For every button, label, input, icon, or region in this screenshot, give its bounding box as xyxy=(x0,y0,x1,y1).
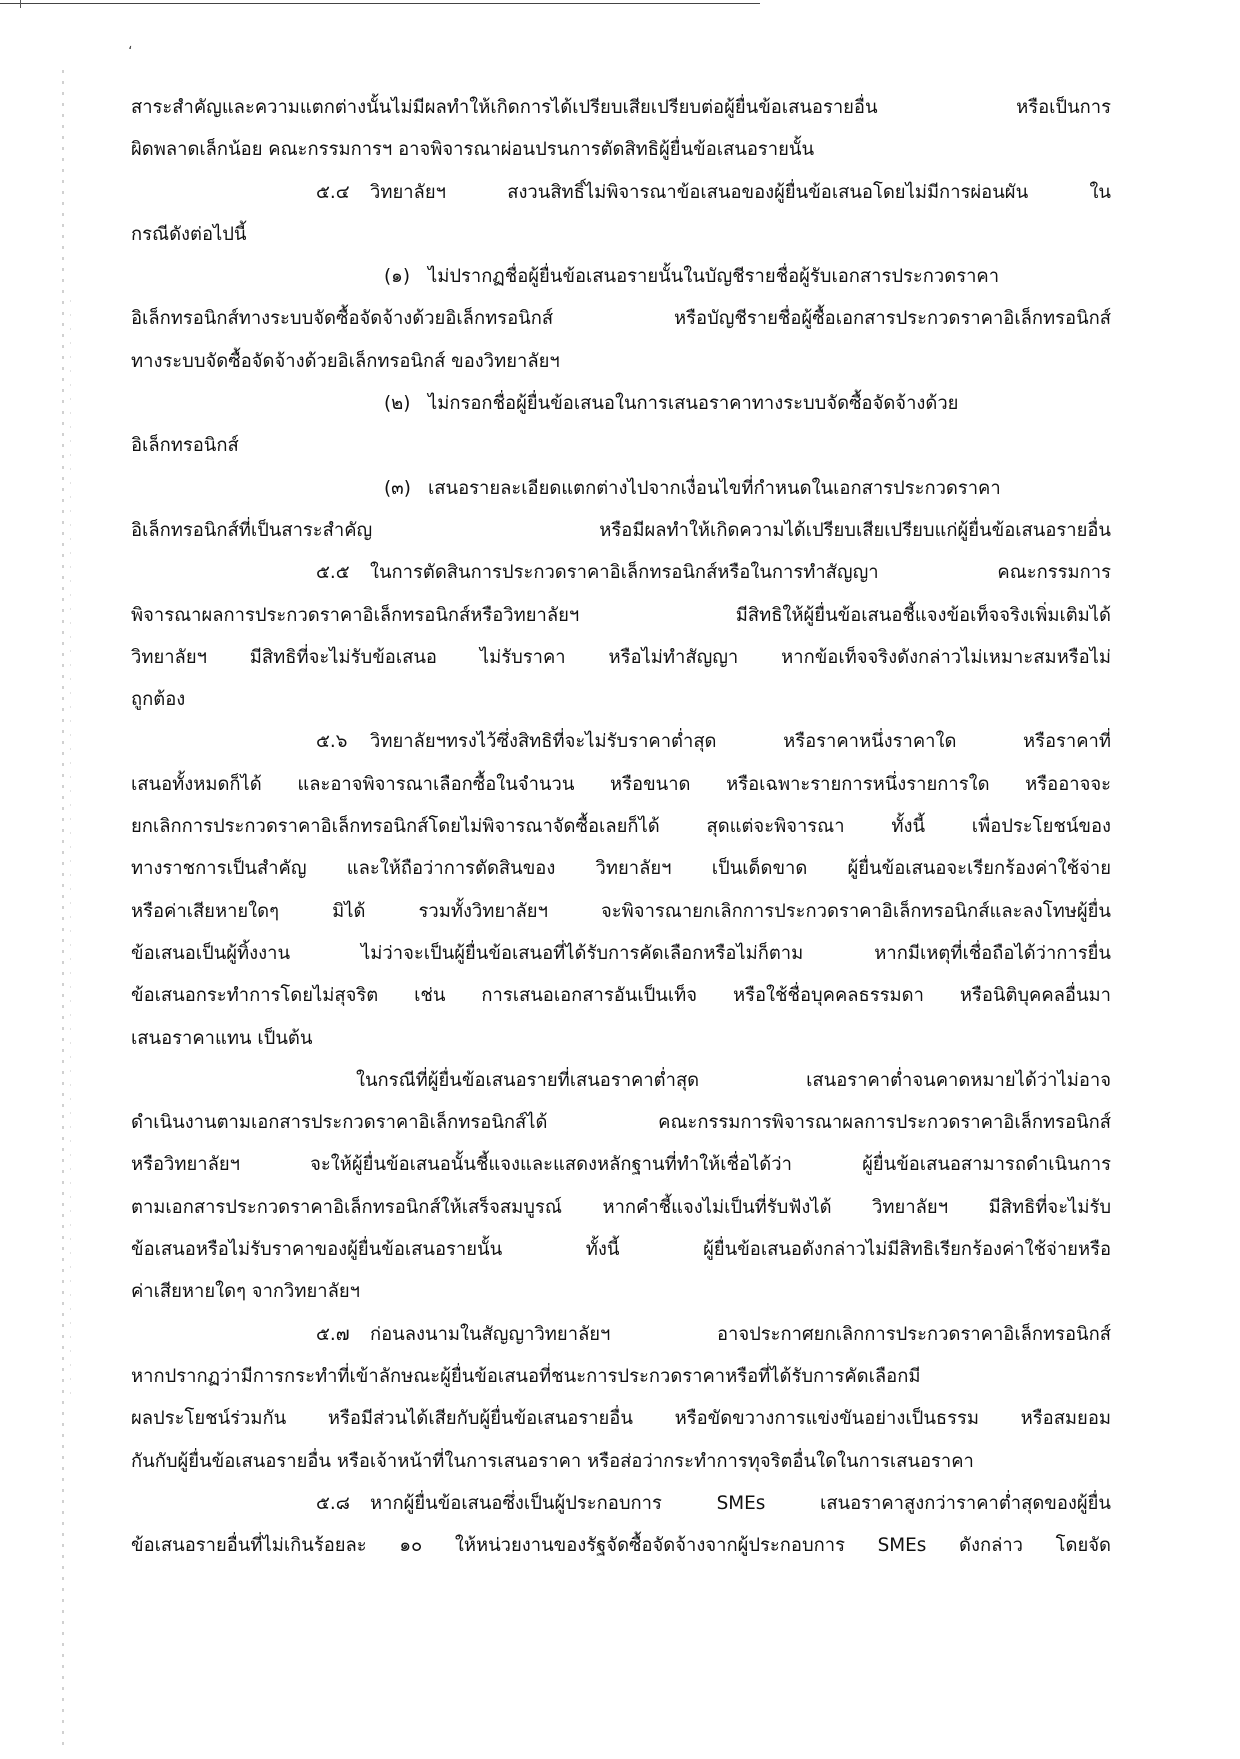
section-number: ๕.๔ xyxy=(316,181,350,203)
text-line: หรือวิทยาลัยฯ จะให้ผู้ยื่นข้อเสนอนั้นชี้แจงและแสดงหลักฐานที่ทำให้เชื่อได้ว่า ผู้ยื่นข้อเสนอสามารถดำเนินการ xyxy=(131,1154,1111,1176)
text-line: หากผู้ยื่นข้อเสนอซึ่งเป็นผู้ประกอบการ SMEs เสนอราคาสูงกว่าราคาต่ำสุดของผู้ยื่น xyxy=(370,1492,1111,1514)
item-number: (๓) xyxy=(384,477,411,499)
text-line: กรณีดังต่อไปนี้ xyxy=(131,223,247,245)
text-line: ไม่ปรากฏชื่อผู้ยื่นข้อเสนอรายนั้นในบัญชีรายชื่อผู้รับเอกสารประกวดราคา xyxy=(428,266,1000,288)
text-line: ก่อนลงนามในสัญญาวิทยาลัยฯ อาจประกาศยกเลิกการประกวดราคาอิเล็กทรอนิกส์ xyxy=(370,1323,1111,1345)
text-line: ยกเลิกการประกวดราคาอิเล็กทรอนิกส์โดยไม่พิจารณาจัดซื้อเลยก็ได้ สุดแต่จะพิจารณา ทั้งนี้ เพื่อประโยชน์ของ xyxy=(131,816,1111,838)
document-body xyxy=(131,87,1111,1567)
text-line: ดำเนินงานตามเอกสารประกวดราคาอิเล็กทรอนิกส์ได้ คณะกรรมการพิจารณาผลการประกวดราคาอิเล็กทรอนิกส์ xyxy=(131,1112,1111,1134)
scan-top-rule xyxy=(0,3,760,4)
section-5-5 xyxy=(131,552,1111,594)
text-line: สาระสำคัญและความแตกต่างนั้นไม่มีผลทำให้เกิดการได้เปรียบเสียเปรียบต่อผู้ยื่นข้อเสนอรายอื่น หรือเป็นการ xyxy=(131,97,1111,118)
section-number: ๕.๖ xyxy=(316,731,348,753)
text-line: กันกับผู้ยื่นข้อเสนอรายอื่น หรือเจ้าหน้าที่ในการเสนอราคา หรือส่อว่ากระทำการทุจริตอื่นใดในการเสนอราคา xyxy=(131,1450,974,1472)
section-number: ๕.๗ xyxy=(316,1323,350,1345)
scan-top-tick xyxy=(20,0,21,8)
text-line: พิจารณาผลการประกวดราคาอิเล็กทรอนิกส์หรือวิทยาลัยฯ มีสิทธิให้ผู้ยื่นข้อเสนอชี้แจงข้อเท็จจริงเพิ่มเติมได้ xyxy=(131,604,1111,626)
text-line: ตามเอกสารประกวดราคาอิเล็กทรอนิกส์ให้เสร็จสมบูรณ์ หากคำชี้แจงไม่เป็นที่รับฟังได้ วิทยาลัยฯ มีสิทธิที่จะไม่รับ xyxy=(131,1196,1111,1218)
text-line: ค่าเสียหายใดๆ จากวิทยาลัยฯ xyxy=(131,1281,360,1303)
text-line: ทางราชการเป็นสำคัญ และให้ถือว่าการตัดสินของ วิทยาลัยฯ เป็นเด็ดขาด ผู้ยื่นข้อเสนอจะเรียกร้องค่าใช้จ่าย xyxy=(131,858,1111,880)
text-line: ในการตัดสินการประกวดราคาอิเล็กทรอนิกส์หรือในการทำสัญญา คณะกรรมการ xyxy=(370,562,1111,584)
text-line: ผิดพลาดเล็กน้อย คณะกรรมการฯ อาจพิจารณาผ่อนปรนการตัดสิทธิผู้ยื่นข้อเสนอรายนั้น xyxy=(131,139,815,161)
text-line: เสนอทั้งหมดก็ได้ และอาจพิจารณาเลือกซื้อในจำนวน หรือขนาด หรือเฉพาะรายการหนึ่งรายการใด หรืออาจจะ xyxy=(131,773,1111,795)
text-line: อิเล็กทรอนิกส์ xyxy=(131,435,239,457)
text-line: วิทยาลัยฯ สงวนสิทธิ์ไม่พิจารณาข้อเสนอของผู้ยื่นข้อเสนอโดยไม่มีการผ่อนผัน ใน xyxy=(370,181,1111,203)
item-2 xyxy=(131,383,1111,425)
text-line: ข้อเสนอเป็นผู้ทิ้งงาน ไม่ว่าจะเป็นผู้ยื่นข้อเสนอที่ได้รับการคัดเลือกหรือไม่ก็ตาม หากมีเหตุที่เชื่อถือได้ว่าการยื่น xyxy=(131,942,1111,964)
text-line: ในกรณีที่ผู้ยื่นข้อเสนอรายที่เสนอราคาต่ำสุด เสนอราคาต่ำจนคาดหมายได้ว่าไม่อาจ xyxy=(356,1069,1111,1091)
text-line: ทางระบบจัดซื้อจัดจ้างด้วยอิเล็กทรอนิกส์ ของวิทยาลัยฯ xyxy=(131,350,560,372)
section-5-7 xyxy=(131,1314,1111,1356)
item-1 xyxy=(131,256,1111,298)
text-line: วิทยาลัยฯ มีสิทธิที่จะไม่รับข้อเสนอ ไม่รับราคา หรือไม่ทำสัญญา หากข้อเท็จจริงดังกล่าวไม่เหมาะสมหรือไม่ xyxy=(131,646,1111,668)
text-line: เสนอราคาแทน เป็นต้น xyxy=(131,1027,313,1049)
text-line: ข้อเสนอหรือไม่รับราคาของผู้ยื่นข้อเสนอรายนั้น ทั้งนี้ ผู้ยื่นข้อเสนอดังกล่าวไม่มีสิทธิเรียกร้องค่าใช้จ่ายหรือ xyxy=(131,1239,1111,1261)
text-line: เสนอรายละเอียดแตกต่างไปจากเงื่อนไขที่กำหนดในเอกสารประกวดราคา xyxy=(428,477,1001,499)
text-line: อิเล็กทรอนิกส์ทางระบบจัดซื้อจัดจ้างด้วยอิเล็กทรอนิกส์ หรือบัญชีรายชื่อผู้ซื้อเอกสารประกวดราคาอิเล็กทรอนิกส์ xyxy=(131,308,1111,330)
scan-left-edge-inner xyxy=(70,300,71,1400)
section-5-8 xyxy=(131,1483,1111,1525)
text-line: ไม่กรอกชื่อผู้ยื่นข้อเสนอในการเสนอราคาทางระบบจัดซื้อจัดจ้างด้วย xyxy=(428,393,959,415)
section-number: ๕.๕ xyxy=(316,562,350,584)
item-3 xyxy=(131,468,1111,510)
item-number: (๒) xyxy=(384,393,411,415)
text-line: ข้อเสนอกระทำการโดยไม่สุจริต เช่น การเสนอเอกสารอันเป็นเท็จ หรือใช้ชื่อบุคคลธรรมดา หรือนิติบุคคลอื่นมา xyxy=(131,985,1111,1007)
text-line: หากปรากฏว่ามีการกระทำที่เข้าลักษณะผู้ยื่นข้อเสนอที่ชนะการประกวดราคาหรือที่ได้รับการคัดเลือกมี xyxy=(131,1365,921,1387)
item-number: (๑) xyxy=(384,266,411,288)
text-line: ข้อเสนอรายอื่นที่ไม่เกินร้อยละ ๑๐ ให้หน่วยงานของรัฐจัดซื้อจัดจ้างจากผู้ประกอบการ SMEs ดังกล่าว โดยจัด xyxy=(131,1535,1111,1557)
text-line: หรือค่าเสียหายใดๆ มิได้ รวมทั้งวิทยาลัยฯ จะพิจารณายกเลิกการประกวดราคาอิเล็กทรอนิกส์และลงโทษผู้ยื่น xyxy=(131,900,1111,922)
section-number: ๕.๘ xyxy=(316,1492,350,1514)
scan-speck: ، xyxy=(128,38,133,53)
section-5-6 xyxy=(131,721,1111,763)
section-5-4 xyxy=(131,172,1111,214)
text-line: ผลประโยชน์ร่วมกัน หรือมีส่วนได้เสียกับผู้ยื่นข้อเสนอรายอื่น หรือขัดขวางการแข่งขันอย่างเป็นธรรม หรือสมยอม xyxy=(131,1408,1111,1430)
scan-left-edge xyxy=(62,70,64,1750)
text-line: อิเล็กทรอนิกส์ที่เป็นสาระสำคัญ หรือมีผลทำให้เกิดความได้เปรียบเสียเปรียบแก่ผู้ยื่นข้อเสนอรายอื่น xyxy=(131,519,1111,541)
text-line: ถูกต้อง xyxy=(131,689,186,711)
text-line: วิทยาลัยฯทรงไว้ซึ่งสิทธิที่จะไม่รับราคาต่ำสุด หรือราคาหนึ่งราคาใด หรือราคาที่ xyxy=(370,731,1111,753)
